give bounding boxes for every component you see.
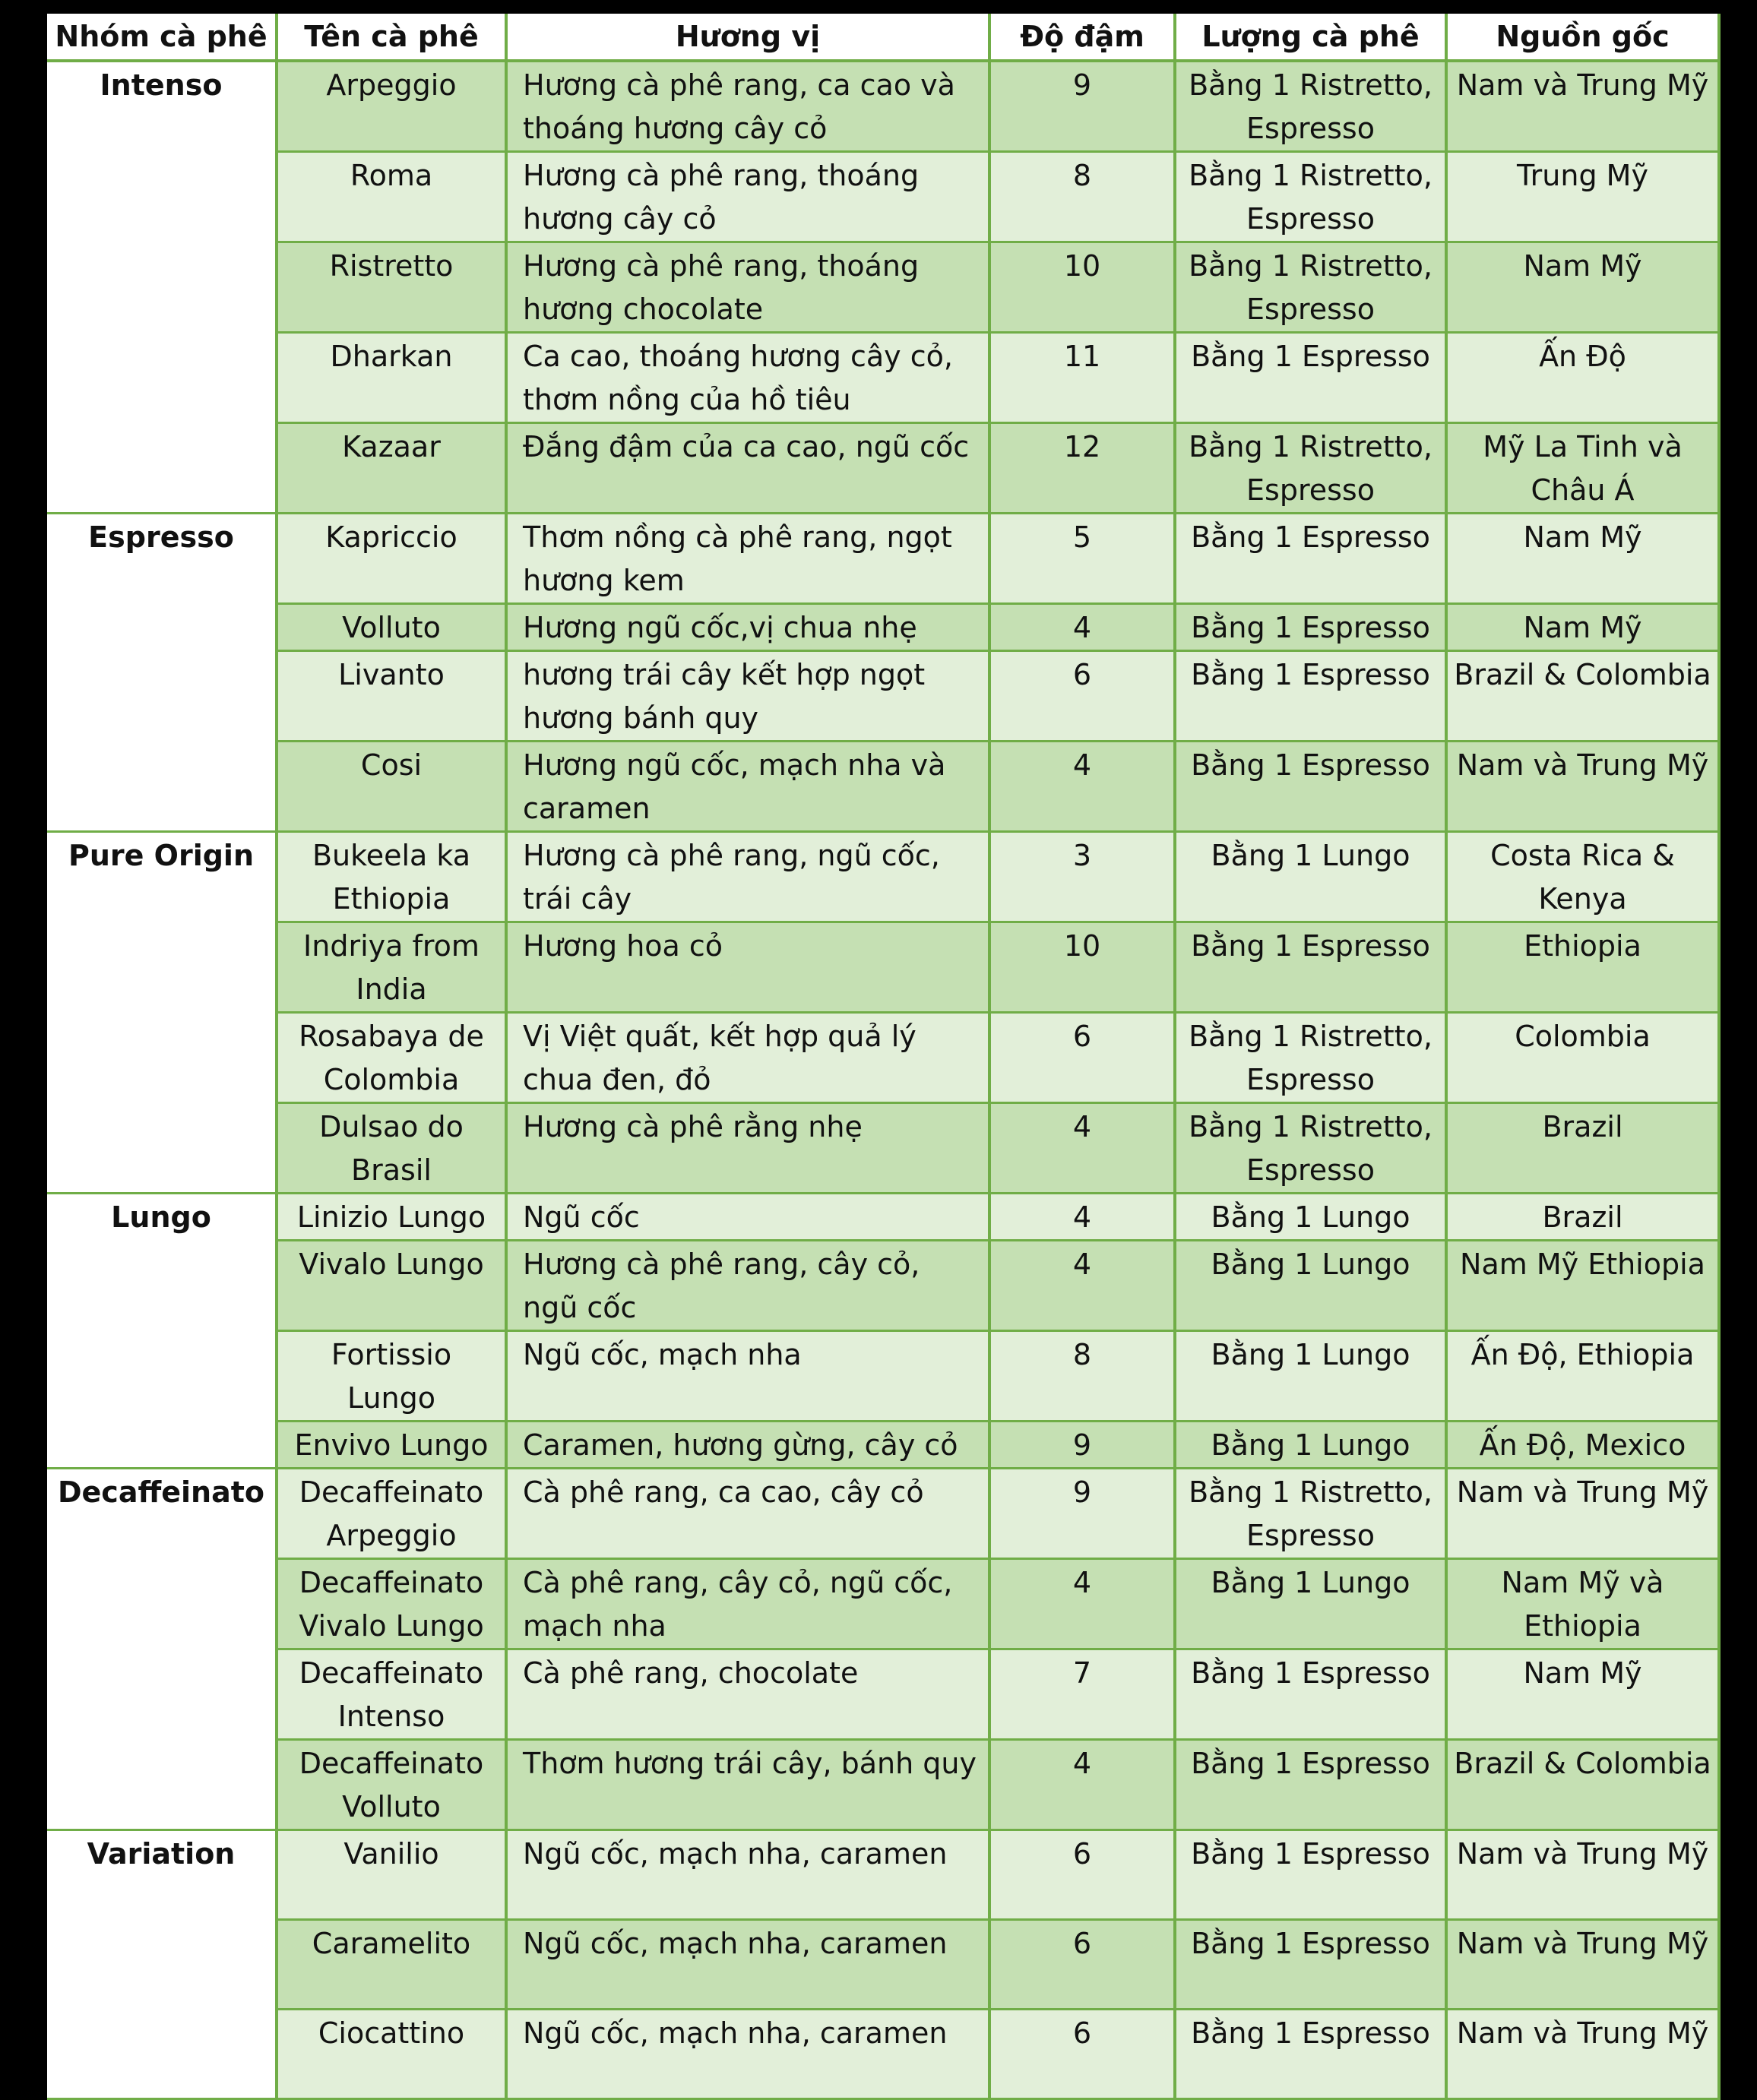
amount-cell: Bằng 1 Ristretto, Espresso [1175, 242, 1446, 333]
flavor-cell: Hương ngũ cốc, mạch nha và caramen [506, 742, 989, 832]
amount-cell: Bằng 1 Espresso [1175, 604, 1446, 651]
flavor-cell: Thơm nồng cà phê rang, ngọt hương kem [506, 514, 989, 604]
amount-cell: Bằng 1 Lungo [1175, 1241, 1446, 1331]
intensity-cell: 10 [989, 922, 1175, 1013]
amount-cell: Bằng 1 Espresso [1175, 1920, 1446, 2010]
amount-cell: Bằng 1 Ristretto, Espresso [1175, 152, 1446, 242]
table-row [47, 1013, 1719, 1103]
flavor-cell: Hương cà phê rang, ngũ cốc, trái cây [506, 832, 989, 922]
flavor-cell: Ngũ cốc, mạch nha, caramen [506, 1830, 989, 1920]
table-row [47, 604, 1719, 651]
amount-cell: Bằng 1 Ristretto, Espresso [1175, 61, 1446, 152]
flavor-cell: Ngũ cốc [506, 1194, 989, 1241]
origin-cell: Brazil [1446, 1103, 1719, 1194]
table-row [47, 1740, 1719, 1830]
origin-cell: Nam Mỹ Ethiopia [1446, 1241, 1719, 1331]
group-cell [47, 1103, 277, 1194]
name-cell: Decaffeinato Intenso [277, 1649, 506, 1740]
group-cell: Pure Origin [47, 832, 277, 922]
name-cell: Arpeggio [277, 61, 506, 152]
table-row [47, 242, 1719, 333]
intensity-cell: 4 [989, 1103, 1175, 1194]
name-cell: Caramelito [277, 1920, 506, 2010]
origin-cell: Ethiopia [1446, 922, 1719, 1013]
group-cell [47, 1422, 277, 1469]
intensity-cell: 9 [989, 1469, 1175, 1559]
name-cell: Vanilio [277, 1830, 506, 1920]
flavor-cell: Hương cà phê rang, thoáng hương cây cỏ [506, 152, 989, 242]
intensity-cell: 4 [989, 1559, 1175, 1649]
origin-cell: Nam và Trung Mỹ [1446, 1830, 1719, 1920]
origin-cell: Nam và Trung Mỹ [1446, 2010, 1719, 2099]
group-cell: Decaffeinato [47, 1469, 277, 1559]
group-cell: Intenso [47, 61, 277, 152]
group-cell [47, 242, 277, 333]
table-row [47, 922, 1719, 1013]
amount-cell: Bằng 1 Ristretto, Espresso [1175, 1103, 1446, 1194]
flavor-cell: Ngũ cốc, mạch nha, caramen [506, 2010, 989, 2099]
name-cell: Kapriccio [277, 514, 506, 604]
origin-cell: Brazil & Colombia [1446, 1740, 1719, 1830]
group-cell [47, 1241, 277, 1331]
table-row [47, 1469, 1719, 1559]
name-cell: Vivalo Lungo [277, 1241, 506, 1331]
origin-cell: Ấn Độ, Mexico [1446, 1422, 1719, 1469]
name-cell: Linizio Lungo [277, 1194, 506, 1241]
amount-cell: Bằng 1 Espresso [1175, 922, 1446, 1013]
group-cell: Lungo [47, 1194, 277, 1241]
intensity-cell: 11 [989, 333, 1175, 423]
intensity-cell: 9 [989, 1422, 1175, 1469]
origin-cell: Brazil & Colombia [1446, 651, 1719, 742]
amount-cell: Bằng 1 Lungo [1175, 832, 1446, 922]
amount-cell: Bằng 1 Espresso [1175, 1649, 1446, 1740]
flavor-cell: Hương cà phê rang, thoáng hương chocolate [506, 242, 989, 333]
amount-cell: Bằng 1 Espresso [1175, 1830, 1446, 1920]
name-cell: Dulsao do Brasil [277, 1103, 506, 1194]
group-cell [47, 152, 277, 242]
header-name: Tên cà phê [277, 14, 506, 61]
flavor-cell: Ngũ cốc, mạch nha, caramen [506, 1920, 989, 2010]
origin-cell: Nam Mỹ và Ethiopia [1446, 1559, 1719, 1649]
header-group: Nhóm cà phê [47, 14, 277, 61]
header-row [47, 14, 1719, 61]
intensity-cell: 9 [989, 61, 1175, 152]
name-cell: Kazaar [277, 423, 506, 514]
table-row [47, 333, 1719, 423]
header-amount: Lượng cà phê [1175, 14, 1446, 61]
table-row [47, 1830, 1719, 1920]
origin-cell: Trung Mỹ [1446, 152, 1719, 242]
table-row [47, 1422, 1719, 1469]
intensity-cell: 3 [989, 832, 1175, 922]
origin-cell: Costa Rica & Kenya [1446, 832, 1719, 922]
header-flavor: Hương vị [506, 14, 989, 61]
name-cell: Livanto [277, 651, 506, 742]
flavor-cell: Cà phê rang, ca cao, cây cỏ [506, 1469, 989, 1559]
name-cell: Decaffeinato Arpeggio [277, 1469, 506, 1559]
table-row [47, 1103, 1719, 1194]
intensity-cell: 6 [989, 651, 1175, 742]
group-cell [47, 423, 277, 514]
amount-cell: Bằng 1 Espresso [1175, 333, 1446, 423]
coffee-table [47, 14, 1721, 2100]
name-cell: Bukeela ka Ethiopia [277, 832, 506, 922]
intensity-cell: 4 [989, 1241, 1175, 1331]
intensity-cell: 8 [989, 152, 1175, 242]
flavor-cell: Ngũ cốc, mạch nha [506, 1331, 989, 1422]
origin-cell: Ấn Độ [1446, 333, 1719, 423]
intensity-cell: 6 [989, 1013, 1175, 1103]
header-intensity: Độ đậm [989, 14, 1175, 61]
table-row [47, 1194, 1719, 1241]
group-cell [47, 651, 277, 742]
group-cell: Variation [47, 1830, 277, 1920]
name-cell: Dharkan [277, 333, 506, 423]
origin-cell: Ấn Độ, Ethiopia [1446, 1331, 1719, 1422]
intensity-cell: 4 [989, 604, 1175, 651]
name-cell: Ristretto [277, 242, 506, 333]
intensity-cell: 8 [989, 1331, 1175, 1422]
flavor-cell: hương trái cây kết hợp ngọt hương bánh quy [506, 651, 989, 742]
coffee-table-sheet [47, 14, 1719, 2054]
flavor-cell: Ca cao, thoáng hương cây cỏ, thơm nồng của hồ tiêu [506, 333, 989, 423]
table-row [47, 1559, 1719, 1649]
origin-cell: Nam Mỹ [1446, 604, 1719, 651]
name-cell: Roma [277, 152, 506, 242]
intensity-cell: 4 [989, 1194, 1175, 1241]
name-cell: Cosi [277, 742, 506, 832]
name-cell: Ciocattino [277, 2010, 506, 2099]
table-row [47, 514, 1719, 604]
amount-cell: Bằng 1 Espresso [1175, 2010, 1446, 2099]
amount-cell: Bằng 1 Ristretto, Espresso [1175, 423, 1446, 514]
origin-cell: Nam và Trung Mỹ [1446, 1920, 1719, 2010]
group-cell [47, 1013, 277, 1103]
group-cell: Espresso [47, 514, 277, 604]
flavor-cell: Cà phê rang, chocolate [506, 1649, 989, 1740]
intensity-cell: 10 [989, 242, 1175, 333]
group-cell [47, 1559, 277, 1649]
group-cell [47, 2010, 277, 2099]
table-row [47, 423, 1719, 514]
amount-cell: Bằng 1 Lungo [1175, 1194, 1446, 1241]
flavor-cell: Hương hoa cỏ [506, 922, 989, 1013]
table-row [47, 61, 1719, 152]
group-cell [47, 1331, 277, 1422]
amount-cell: Bằng 1 Espresso [1175, 514, 1446, 604]
intensity-cell: 12 [989, 423, 1175, 514]
amount-cell: Bằng 1 Espresso [1175, 651, 1446, 742]
table-row [47, 1649, 1719, 1740]
flavor-cell: Caramen, hương gừng, cây cỏ [506, 1422, 989, 1469]
intensity-cell: 4 [989, 1740, 1175, 1830]
amount-cell: Bằng 1 Lungo [1175, 1331, 1446, 1422]
origin-cell: Brazil [1446, 1194, 1719, 1241]
origin-cell: Nam và Trung Mỹ [1446, 742, 1719, 832]
table-row [47, 651, 1719, 742]
group-cell [47, 604, 277, 651]
flavor-cell: Cà phê rang, cây cỏ, ngũ cốc, mạch nha [506, 1559, 989, 1649]
name-cell: Envivo Lungo [277, 1422, 506, 1469]
header-origin: Nguồn gốc [1446, 14, 1719, 61]
group-cell [47, 1920, 277, 2010]
name-cell: Volluto [277, 604, 506, 651]
origin-cell: Colombia [1446, 1013, 1719, 1103]
intensity-cell: 6 [989, 1830, 1175, 1920]
table-row [47, 152, 1719, 242]
intensity-cell: 6 [989, 1920, 1175, 2010]
table-row [47, 1331, 1719, 1422]
amount-cell: Bằng 1 Lungo [1175, 1422, 1446, 1469]
table-row [47, 1241, 1719, 1331]
amount-cell: Bằng 1 Lungo [1175, 1559, 1446, 1649]
group-cell [47, 333, 277, 423]
name-cell: Indriya from India [277, 922, 506, 1013]
flavor-cell: Hương cà phê rang, cây cỏ, ngũ cốc [506, 1241, 989, 1331]
group-cell [47, 1649, 277, 1740]
name-cell: Decaffeinato Volluto [277, 1740, 506, 1830]
table-row [47, 1920, 1719, 2010]
table-row [47, 832, 1719, 922]
amount-cell: Bằng 1 Espresso [1175, 1740, 1446, 1830]
name-cell: Decaffeinato Vivalo Lungo [277, 1559, 506, 1649]
flavor-cell: Vị Việt quất, kết hợp quả lý chua đen, đỏ [506, 1013, 989, 1103]
group-cell [47, 1740, 277, 1830]
intensity-cell: 4 [989, 742, 1175, 832]
origin-cell: Nam Mỹ [1446, 1649, 1719, 1740]
group-cell [47, 922, 277, 1013]
origin-cell: Nam Mỹ [1446, 514, 1719, 604]
origin-cell: Nam và Trung Mỹ [1446, 61, 1719, 152]
table-row [47, 2010, 1719, 2099]
intensity-cell: 7 [989, 1649, 1175, 1740]
flavor-cell: Hương cà phê rang, ca cao và thoáng hương cây cỏ [506, 61, 989, 152]
flavor-cell: Hương cà phê rằng nhẹ [506, 1103, 989, 1194]
intensity-cell: 5 [989, 514, 1175, 604]
name-cell: Fortissio Lungo [277, 1331, 506, 1422]
origin-cell: Mỹ La Tinh và Châu Á [1446, 423, 1719, 514]
intensity-cell: 6 [989, 2010, 1175, 2099]
flavor-cell: Thơm hương trái cây, bánh quy [506, 1740, 989, 1830]
origin-cell: Nam và Trung Mỹ [1446, 1469, 1719, 1559]
amount-cell: Bằng 1 Espresso [1175, 742, 1446, 832]
origin-cell: Nam Mỹ [1446, 242, 1719, 333]
table-row [47, 742, 1719, 832]
amount-cell: Bằng 1 Ristretto, Espresso [1175, 1013, 1446, 1103]
amount-cell: Bằng 1 Ristretto, Espresso [1175, 1469, 1446, 1559]
table-body [47, 61, 1719, 2099]
flavor-cell: Hương ngũ cốc,vị chua nhẹ [506, 604, 989, 651]
group-cell [47, 742, 277, 832]
name-cell: Rosabaya de Colombia [277, 1013, 506, 1103]
flavor-cell: Đắng đậm của ca cao, ngũ cốc [506, 423, 989, 514]
